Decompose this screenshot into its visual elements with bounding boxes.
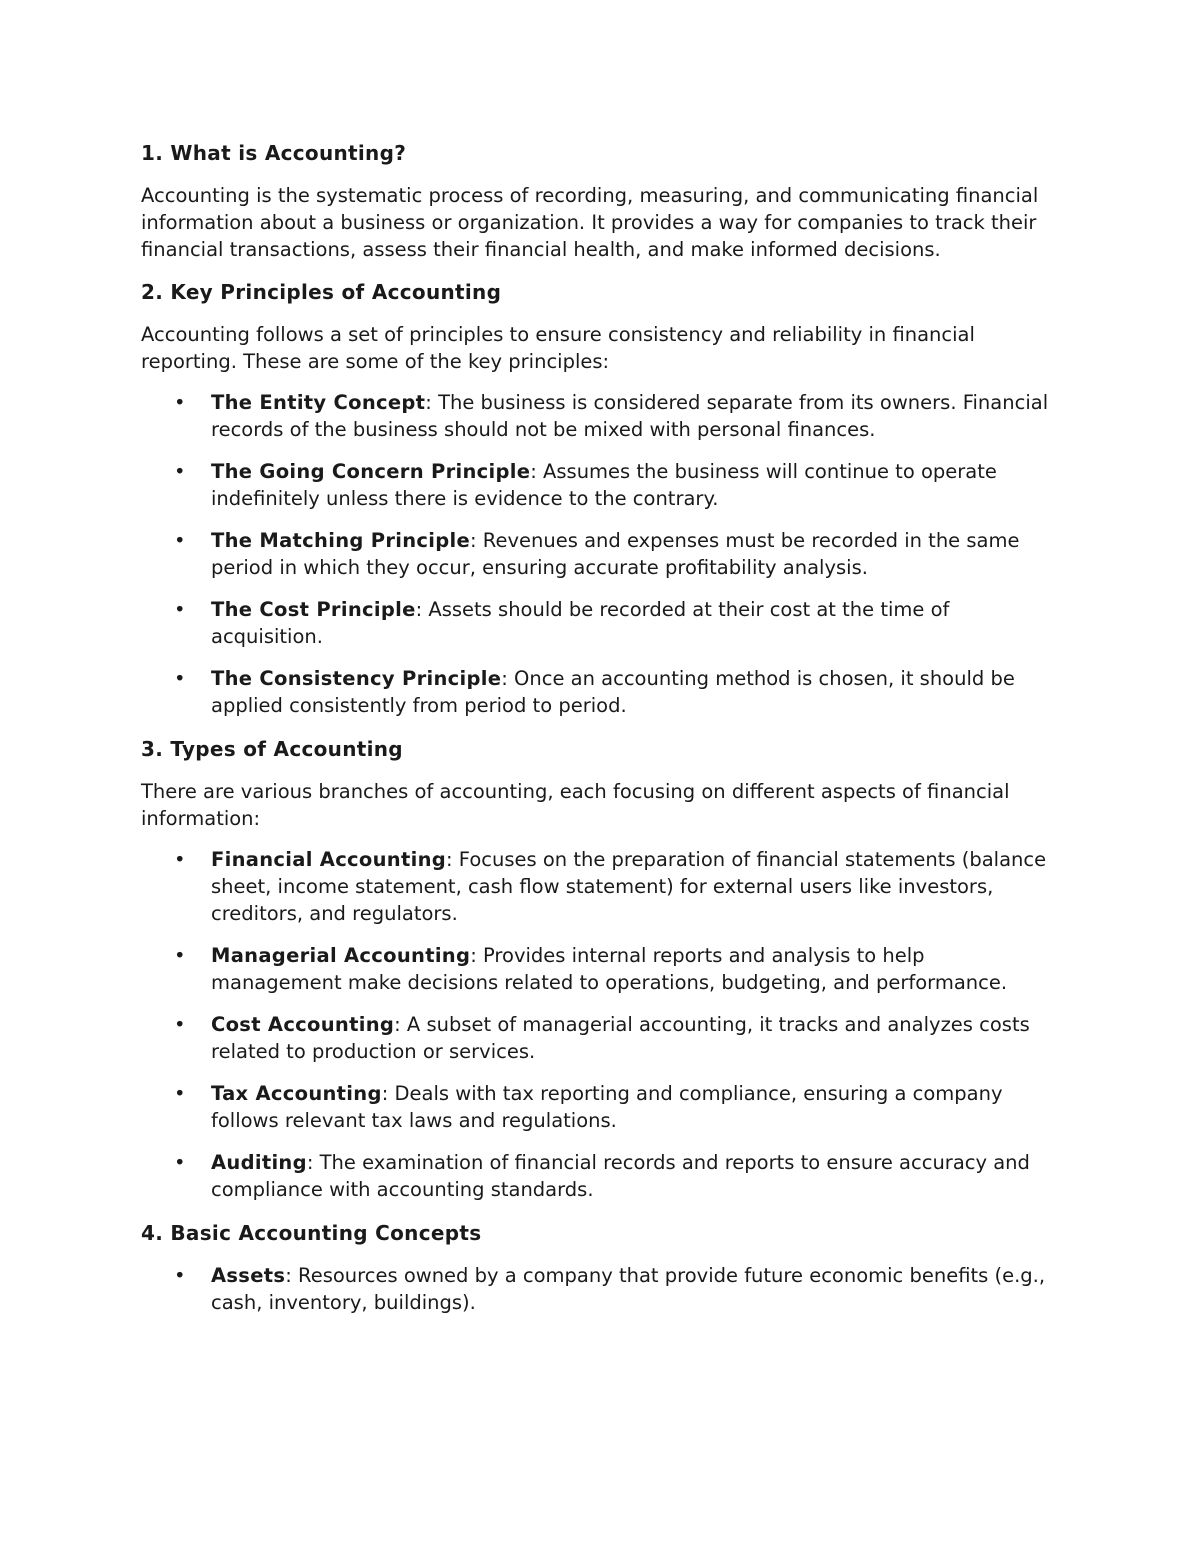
item-text: : Assets should be recorded at their cost at the time of acquisition. bbox=[211, 598, 950, 648]
list-item bbox=[141, 1011, 1061, 1065]
list-item bbox=[141, 942, 1061, 996]
list-item bbox=[141, 527, 1061, 581]
document-page bbox=[141, 138, 1061, 1331]
item-text: : Assumes the business will continue to operate indefinitely unless there is evidence to the contrary. bbox=[211, 460, 997, 510]
bullet-icon: • bbox=[174, 391, 186, 414]
bullet-icon: • bbox=[174, 1082, 186, 1105]
item-text: : Provides internal reports and analysis to help management make decisions related to operations, budgeting, and performance. bbox=[211, 944, 1008, 994]
section-key-principles bbox=[141, 277, 1061, 719]
item-text: : Resources owned by a company that provide future economic benefits (e.g., cash, inventory, buildings). bbox=[211, 1264, 1046, 1314]
item-term: Financial Accounting bbox=[211, 848, 447, 871]
list-item bbox=[141, 665, 1061, 719]
item-text: : A subset of managerial accounting, it tracks and analyzes costs related to production or services. bbox=[211, 1013, 1030, 1063]
item-text: : The business is considered separate from its owners. Financial records of the business should not be mixed with personal finances. bbox=[211, 391, 1049, 441]
item-term: The Going Concern Principle bbox=[211, 460, 531, 483]
bullet-icon: • bbox=[174, 1013, 186, 1036]
item-term: Assets bbox=[211, 1264, 286, 1287]
list-item bbox=[141, 596, 1061, 650]
item-text: : The examination of financial records and reports to ensure accuracy and compliance with accounting standards. bbox=[211, 1151, 1030, 1201]
list-item bbox=[141, 1262, 1061, 1316]
section-intro: There are various branches of accounting, each focusing on different aspects of financial information: bbox=[141, 780, 1010, 830]
item-text: : Once an accounting method is chosen, it should be applied consistently from period to period. bbox=[211, 667, 1015, 717]
item-term: Managerial Accounting bbox=[211, 944, 471, 967]
types-list bbox=[141, 846, 1061, 1203]
section-intro: Accounting follows a set of principles to ensure consistency and reliability in financial reporting. These are some of the key principles: bbox=[141, 323, 975, 373]
bullet-icon: • bbox=[174, 598, 186, 621]
item-term: Auditing bbox=[211, 1151, 307, 1174]
list-item bbox=[141, 1149, 1061, 1203]
bullet-icon: • bbox=[174, 460, 186, 483]
bullet-icon: • bbox=[174, 1151, 186, 1174]
list-item bbox=[141, 389, 1061, 443]
principles-list bbox=[141, 389, 1061, 719]
item-term: The Consistency Principle bbox=[211, 667, 502, 690]
item-term: Cost Accounting bbox=[211, 1013, 395, 1036]
list-item bbox=[141, 1080, 1061, 1134]
bullet-icon: • bbox=[174, 667, 186, 690]
section-heading: 2. Key Principles of Accounting bbox=[141, 280, 502, 304]
list-item bbox=[141, 846, 1061, 927]
section-intro: Accounting is the systematic process of recording, measuring, and communicating financial information about a business or organization. It provides a way for companies to track their financial transactions, assess their financial health, and make informed decisions. bbox=[141, 184, 1039, 261]
concepts-list bbox=[141, 1262, 1061, 1316]
item-term: The Cost Principle bbox=[211, 598, 416, 621]
item-term: Tax Accounting bbox=[211, 1082, 382, 1105]
list-item bbox=[141, 458, 1061, 512]
bullet-icon: • bbox=[174, 529, 186, 552]
item-term: The Matching Principle bbox=[211, 529, 471, 552]
section-heading: 3. Types of Accounting bbox=[141, 737, 403, 761]
item-text: : Focuses on the preparation of financial statements (balance sheet, income statement, cash flow statement) for external users like investors, creditors, and regulators. bbox=[211, 848, 1047, 925]
section-what-is-accounting bbox=[141, 138, 1061, 263]
item-text: : Revenues and expenses must be recorded in the same period in which they occur, ensuring accurate profitability analysis. bbox=[211, 529, 1020, 579]
section-heading: 4. Basic Accounting Concepts bbox=[141, 1221, 482, 1245]
section-heading: 1. What is Accounting? bbox=[141, 141, 407, 165]
section-basic-concepts bbox=[141, 1218, 1061, 1316]
bullet-icon: • bbox=[174, 1264, 186, 1287]
bullet-icon: • bbox=[174, 944, 186, 967]
section-types-of-accounting bbox=[141, 734, 1061, 1203]
item-text: : Deals with tax reporting and compliance, ensuring a company follows relevant tax laws and regulations. bbox=[211, 1082, 1003, 1132]
item-term: The Entity Concept bbox=[211, 391, 426, 414]
bullet-icon: • bbox=[174, 848, 186, 871]
